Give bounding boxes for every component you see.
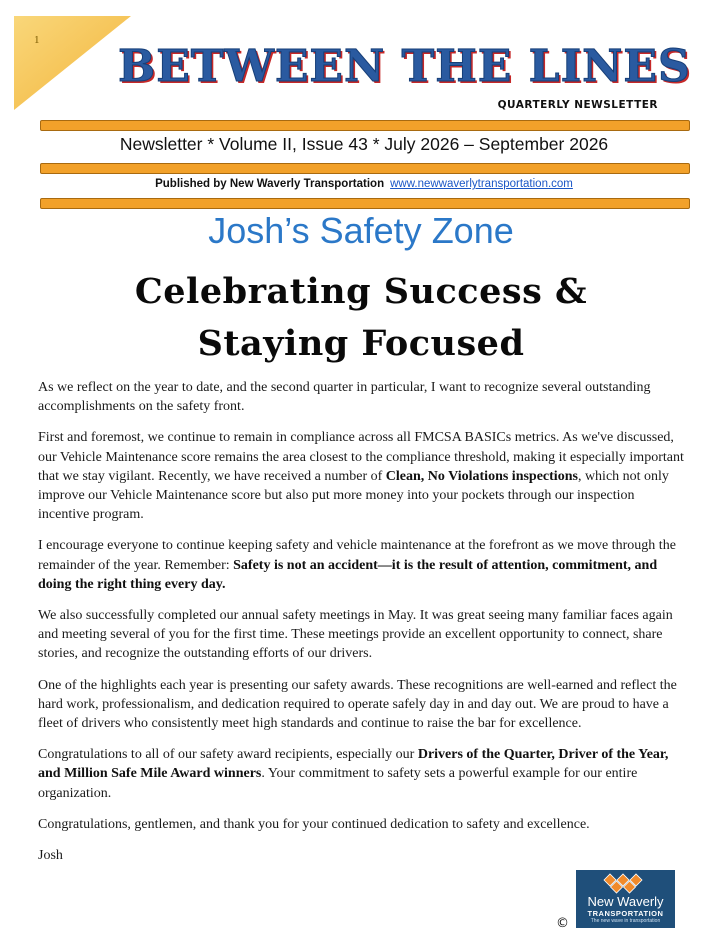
- paragraph-3: [38, 536, 686, 594]
- masthead-title: BETWEEN THE LINES: [118, 41, 691, 92]
- paragraph-6-text-a: Congratulations to all of our safety award recipients, especially our: [38, 747, 418, 763]
- paragraph-7: Congratulations, gentlemen, and thank you for your continued dedication to safety and excellence.: [38, 816, 590, 832]
- company-logo: [576, 870, 675, 928]
- divider-bar-middle: [40, 163, 690, 174]
- copyright-mark: ©: [556, 916, 569, 931]
- paragraph-3-text-a: I encourage everyone to continue keeping safety and vehicle maintenance at the forefront as we move through the remainder of the year. Remember:: [38, 538, 676, 573]
- logo-subname: TRANSPORTATION: [587, 909, 664, 918]
- paragraph-5: One of the highlights each year is presenting our safety awards. These recognitions are well-earned and reflect the hard work, professionalism, and dedication required to operate safely day in and day out. We are proud to have a fleet of drivers who consistently meet high standards and continue to raise the bar for excellence.: [38, 677, 677, 732]
- headline-line-2: Staying Focused: [197, 323, 525, 364]
- paragraph-2: [38, 428, 686, 524]
- publisher-website-link[interactable]: www.newwaverlytransportation.com: [390, 178, 573, 190]
- paragraph-6-bold: Drivers of the Quarter, Driver of the Year, and Million Safe Mile Award winners: [38, 747, 669, 782]
- logo-tagline: The new wave in transportation: [590, 918, 661, 924]
- masthead: [118, 40, 691, 94]
- article-body: [38, 378, 686, 877]
- paragraph-3-bold: Safety is not an accident—it is the result of attention, commitment, and doing the right thing every day.: [38, 557, 658, 592]
- headline: [0, 266, 722, 370]
- divider-bar-bottom: [40, 198, 690, 209]
- page-number: 1: [34, 34, 40, 46]
- headline-line-1: Celebrating Success &: [134, 271, 588, 312]
- masthead-subtitle: QUARTERLY NEWSLETTER: [497, 99, 658, 111]
- paragraph-4: We also successfully completed our annual safety meetings in May. It was great seeing many familiar faces again and meeting several of you for the first time. These meetings provide an excellent opportunity to connect, share stories, and recognize the outstanding efforts of our drivers.: [38, 608, 673, 662]
- logo-name: New Waverly: [587, 894, 664, 909]
- issue-line: Newsletter * Volume II, Issue 43 * July 2026 – September 2026: [119, 134, 609, 154]
- signoff: Josh: [38, 848, 63, 864]
- divider-bar-top: [40, 120, 690, 131]
- waves-icon: [576, 872, 675, 896]
- paragraph-6: [38, 745, 686, 803]
- paragraph-2-text-b: , which not only improve our Vehicle Maintenance score but also put more money into your pockets through our inspection incentive program.: [38, 468, 669, 523]
- publisher-label: Published by New Waverly Transportation: [155, 178, 385, 190]
- paragraph-1: As we reflect on the year to date, and the second quarter in particular, I want to recognize several outstanding accomplishments on the safety front.: [38, 380, 651, 415]
- publisher-line: [40, 178, 688, 190]
- paragraph-6-text-b: . Your commitment to safety sets a powerful example for our entire organization.: [38, 766, 638, 801]
- corner-accent: [14, 16, 131, 110]
- paragraph-2-bold: Clean, No Violations inspections: [385, 468, 578, 484]
- paragraph-2-text-a: First and foremost, we continue to remain in compliance across all FMCSA BASICs metrics. As we've discussed, our Vehicle Maintenance score remains the area closest to the compliance threshold, making it especially important that we stay vigilant. Recently, we have received a number of: [38, 430, 684, 484]
- section-title: Josh’s Safety Zone: [208, 210, 514, 251]
